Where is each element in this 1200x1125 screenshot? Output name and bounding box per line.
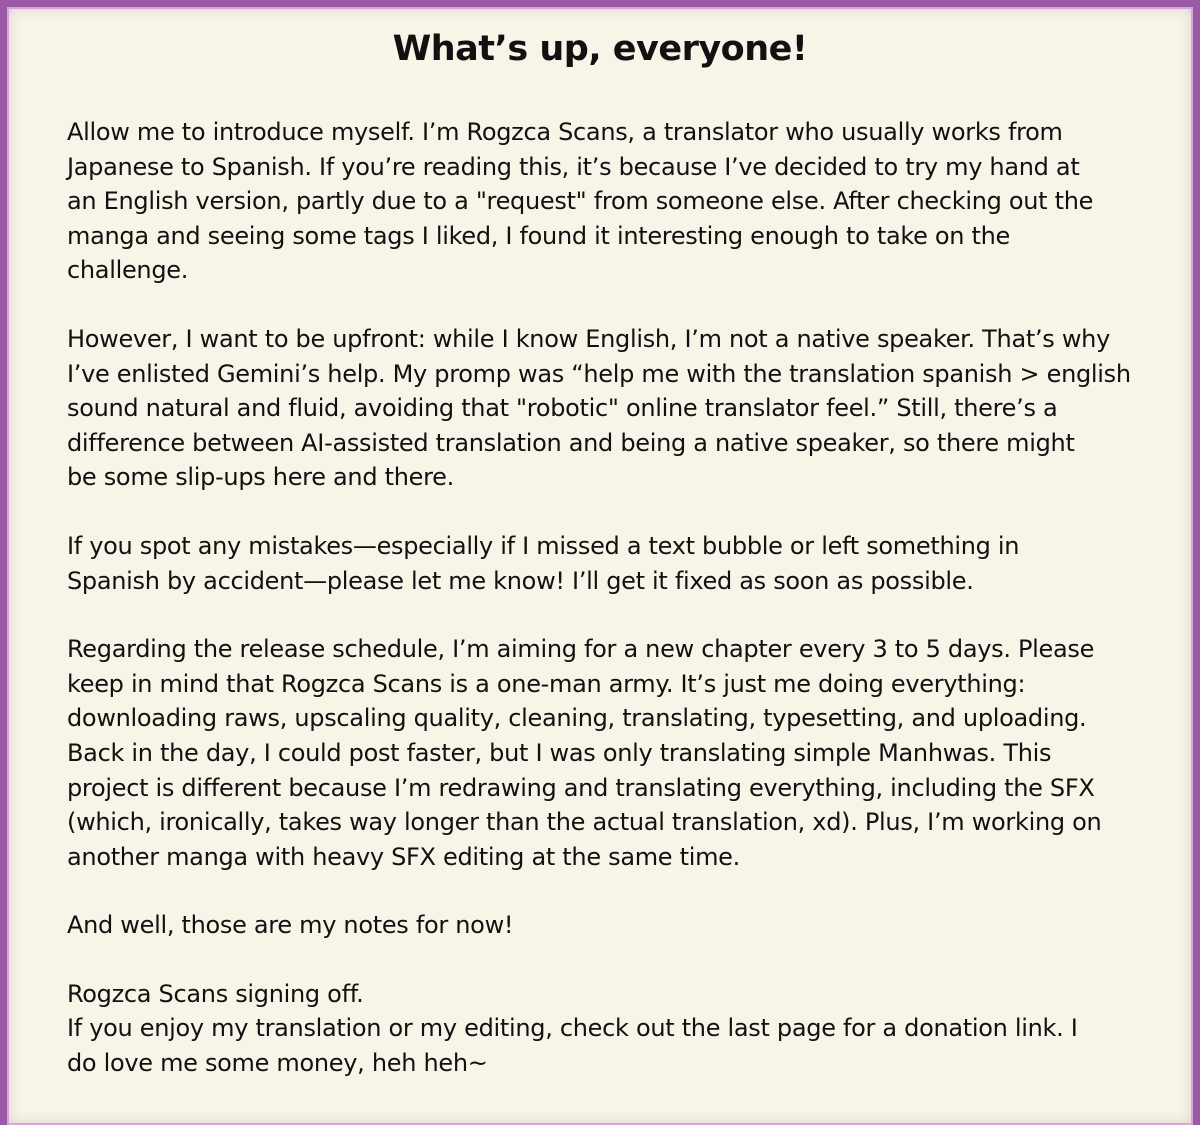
text-line: challenge.: [67, 256, 189, 285]
text-line: sound natural and fluid, avoiding that "robotic" online translator feel.” Still, there’s a: [67, 394, 1058, 423]
text-line: If you enjoy my translation or my editing, check out the last page for a donation link. I: [67, 1014, 1078, 1043]
text-line: Allow me to introduce myself. I’m Rogzca Scans, a translator who usually works from: [67, 118, 1063, 146]
paragraph-release-schedule: [67, 632, 1147, 874]
text-line: keep in mind that Rogzca Scans is a one-man army. It’s just me doing everything:: [67, 669, 1026, 698]
cropped-text-marks: [67, 1121, 1147, 1125]
text-line: manga and seeing some tags I liked, I found it interesting enough to take on the: [67, 221, 1010, 250]
text-line: downloading raws, upscaling quality, cleaning, translating, typesetting, and uploading.: [67, 704, 1087, 733]
paragraph-mistakes: [67, 529, 1147, 598]
text-line: However, I want to be upfront: while I know English, I’m not a native speaker. That’s why: [67, 324, 1110, 353]
text-line: difference between AI-assisted translation and being a native speaker, so there might: [67, 428, 1075, 457]
text-line: Regarding the release schedule, I’m aiming for a new chapter every 3 to 5 days. Please: [67, 635, 1095, 664]
text-line: do love me some money, heh heh~: [67, 1049, 488, 1078]
text-line: (which, ironically, takes way longer than the actual translation, xd). Plus, I’m working on: [67, 808, 1102, 837]
text-line: Rogzca Scans signing off.: [67, 979, 364, 1008]
cropped-text-fragment: [67, 1115, 1147, 1125]
text-line: project is different because I’m redrawing and translating everything, including the SFX: [67, 773, 1095, 802]
page-title: What’s up, everyone!: [392, 29, 808, 69]
text-line: I’ve enlisted Gemini’s help. My promp was “help me with the translation spanish > english: [67, 359, 1131, 388]
text-line: Spanish by accident—please let me know! I’ll get it fixed as soon as possible.: [67, 566, 974, 595]
paragraph-introduction: [67, 115, 1147, 288]
text-line: Japanese to Spanish. If you’re reading this, it’s because I’ve decided to try my hand at: [67, 152, 1080, 181]
text-line: another manga with heavy SFX editing at the same time.: [67, 842, 740, 871]
text-line: an English version, partly due to a "request" from someone else. After checking out the: [67, 187, 1094, 216]
paragraph-notes: [67, 908, 1147, 943]
paragraph-translation-note: [67, 322, 1147, 495]
text-line: Back in the day, I could post faster, but I was only translating simple Manhwas. This: [67, 738, 1052, 767]
text-line: And well, those are my notes for now!: [67, 911, 514, 940]
document-body: [67, 115, 1147, 1115]
paragraph-sign-off: [67, 977, 1147, 1081]
text-line: be some slip-ups here and there.: [67, 463, 454, 492]
text-line: If you spot any mistakes—especially if I missed a text bubble or left something in: [67, 531, 1020, 560]
